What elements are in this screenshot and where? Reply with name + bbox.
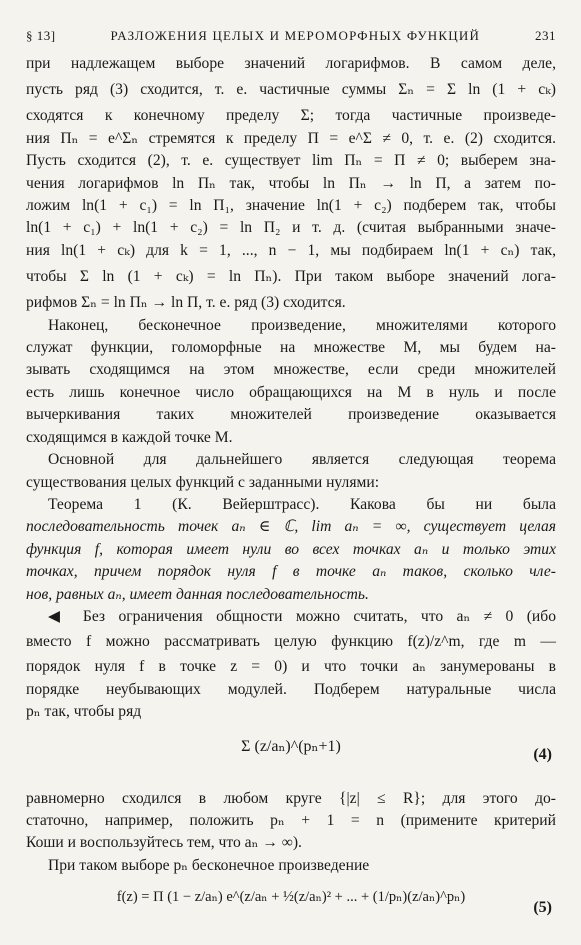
text-line: сходящимся в каждой точке M. <box>26 428 233 446</box>
text-line: порядок нуля f в точке z = 0) и что точки aₙ занумерованы в <box>26 658 556 676</box>
proof-paragraph <box>26 606 556 724</box>
text-line: Пусть сходится (2), т. е. существует lim Πₙ = Π ≠ 0; выберем зна- <box>26 152 556 170</box>
text-line: порядке неубывающих модулей. Подберем натуральные числа <box>26 680 556 698</box>
equation-number: (4) <box>533 745 552 763</box>
theorem-text: нов, равных aₙ, имеет данная последовательность. <box>26 585 369 603</box>
paragraph-logarithms <box>26 53 556 315</box>
chapter-title: РАЗЛОЖЕНИЯ ЦЕЛЫХ И МЕРОМОРФНЫХ ФУНКЦИЙ <box>110 28 481 43</box>
equation-4 <box>26 724 556 788</box>
text-line: чтобы Σ ln (1 + cₖ) = ln Πₙ). При таком выборе значений лога- <box>26 268 556 286</box>
text-line: при надлежащем выборе значений логарифмов. В самом деле, <box>26 55 556 72</box>
text-line: равномерно сходился в любом круге {|z| ≤ R}; для этого до- <box>26 789 556 807</box>
page-number: 231 <box>534 28 556 43</box>
theorem-weierstrass <box>26 494 556 606</box>
text-line: ния ln(1 + cₖ) для k = 1, ..., n − 1, мы подбираем ln(1 + cₙ) так, <box>26 241 556 259</box>
text-line: сходятся к конечному пределу Σ; тогда частичные произведе- <box>26 107 556 125</box>
text-line: служат функции, голоморфные на множестве M, мы будем на- <box>26 339 556 357</box>
text-line: ложим ln(1 + c₁) = ln Π₁, значение ln(1 + c₂) подберем так, чтобы <box>26 197 556 215</box>
running-header <box>26 28 556 44</box>
text-line: Основной для дальнейшего является следующая теорема <box>48 451 556 469</box>
section-marker: § 13] <box>26 28 56 43</box>
equation-formula: f(z) = Π (1 − z/aₙ) e^(z/aₙ + ½(z/aₙ)² + ... + (1/pₙ)(z/aₙ)^pₙ) <box>116 889 466 906</box>
paragraph-theorem-intro <box>26 449 556 494</box>
text-line: ◀ Без ограничения общности можно считать, что aₙ ≠ 0 (ибо <box>48 607 556 625</box>
equation-5 <box>26 877 556 945</box>
theorem-text: последовательность точек aₙ ∈ ℂ, lim aₙ = ∞, существует целая <box>26 518 556 536</box>
theorem-text: функция f, которая имеет нули во всех точках aₙ и только этих <box>26 540 556 558</box>
text-line: вычеркивания таких множителей произведение оказывается <box>26 406 556 424</box>
text-line: чения логарифмов ln Πₙ так, чтобы ln Πₙ → ln Π, а затем по- <box>26 174 556 192</box>
text-line: существования целых функций с заданными нулями: <box>26 473 380 491</box>
text-line: ln(1 + c₁) + ln(1 + c₂) = ln Π₂ и т. д. (считая выбранными значе- <box>26 219 556 237</box>
text-line: вместо f можно рассматривать целую функцию f(z)/z^m, где m — <box>26 633 556 651</box>
text-line: есть лишь конечное число обращающихся на M в нуль и после <box>26 383 556 401</box>
equation-formula: Σ (z/aₙ)^(pₙ+1) <box>241 737 341 755</box>
text-line: статочно, например, положить pₙ + 1 = n (примените критерий <box>26 811 556 829</box>
text-line: ния Πₙ = e^Σₙ стремятся к пределу Π = e^Σ ≠ 0, т. е. (2) сходится. <box>26 129 556 147</box>
book-page <box>26 28 556 945</box>
text-line: При таком выборе pₙ бесконечное произведение <box>48 856 370 874</box>
theorem-heading: Теорема 1 (К. Вейерштрасс). Какова бы ни была <box>48 495 556 513</box>
text-line: зывать сходящимся на этом множестве, если среди множителей <box>26 361 556 379</box>
text-line: pₙ так, чтобы ряд <box>26 703 142 721</box>
text-line: пусть ряд (3) сходится, т. е. частичные суммы Σₙ = Σ ln (1 + cₖ) <box>26 81 556 99</box>
text-line: Коши и воспользуйтесь тем, что aₙ → ∞). <box>26 834 302 852</box>
text-line: рифмов Σₙ = ln Πₙ → ln Π, т. е. ряд (3) сходится. <box>26 294 346 312</box>
paragraph-uniform-convergence <box>26 788 556 878</box>
paragraph-convergence-definition <box>26 315 556 449</box>
equation-number: (5) <box>533 899 552 917</box>
theorem-text: точках, причем порядок нуля f в точке aₙ таков, сколько чле- <box>26 563 556 581</box>
text-line: Наконец, бесконечное произведение, множителями которого <box>48 316 556 334</box>
